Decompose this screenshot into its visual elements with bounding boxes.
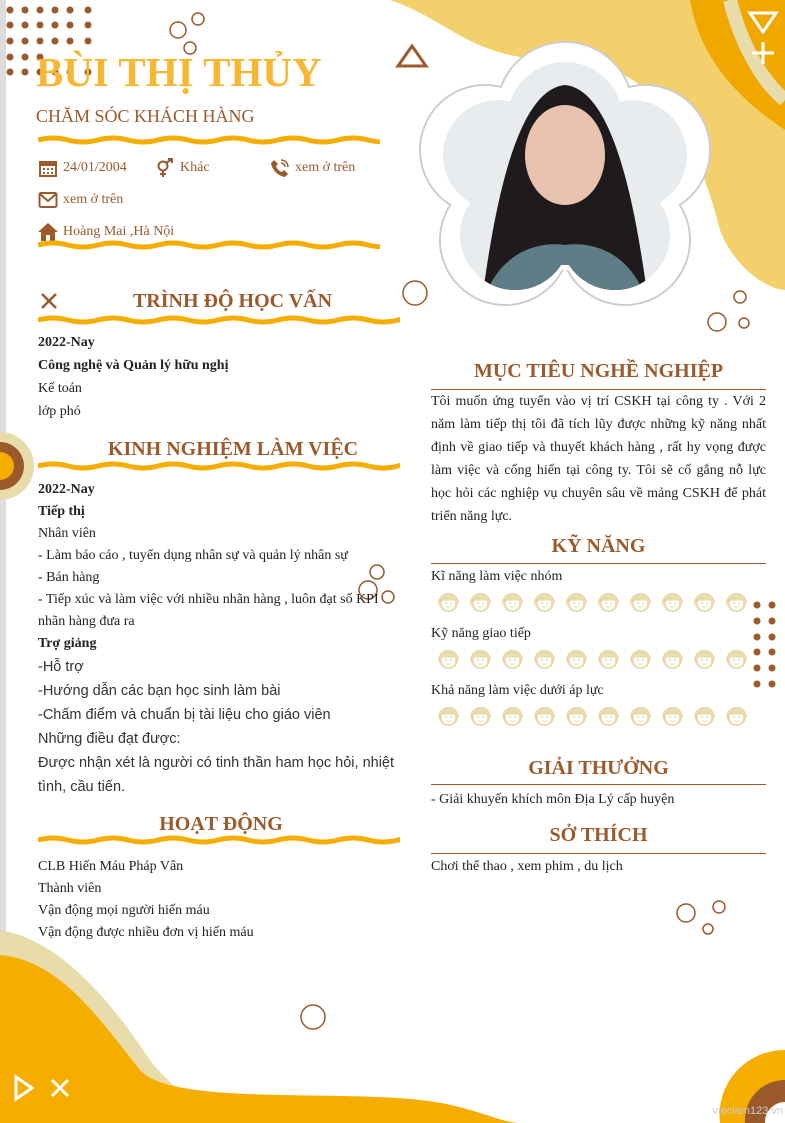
support-agent-icon (692, 590, 717, 615)
support-agent-icon (500, 704, 525, 729)
support-agent-icon (724, 590, 749, 615)
section-heading-experience: KINH NGHIỆM LÀM VIỆC (107, 438, 359, 460)
candidate-name: BÙI THỊ THỦY (36, 49, 322, 95)
support-agent-icon (564, 704, 589, 729)
support-agent-icon (468, 590, 493, 615)
job-role: Nhân viên (38, 526, 96, 541)
support-agent-icon (724, 647, 749, 672)
activity-line: CLB Hiến Máu Pháp Vân (38, 859, 184, 874)
support-agent-icon (436, 590, 461, 615)
support-agent-icon (724, 704, 749, 729)
objective-text: Tôi muốn ứng tuyển vào vị trí CSKH tại công ty . Với 2 năm làm tiếp thị tôi đã tích lũy được những kỹ năng nhất định về giao tiếp và thuyết khách hàng , rất hy vọng được làm việc và cống hiến tại công ty. Tôi sẽ cố gắng nỗ lực học hỏi các nghiệp vụ chuyên sâu về mảng CSKH để phát triển năng lực. (431, 394, 766, 524)
job-duty: -Chấm điểm và chuẩn bị tài liệu cho giáo viên (38, 707, 331, 723)
profile-photo (410, 40, 720, 315)
section-heading-activities: HOẠT ĐỘNG (159, 813, 283, 835)
education-period: 2022-Nay (38, 335, 95, 350)
email-icon (38, 190, 58, 210)
activity-line: Thành viên (38, 881, 102, 896)
wave-divider (38, 460, 400, 472)
support-agent-icon (532, 590, 557, 615)
award-item: - Giải khuyến khích môn Địa Lý cấp huyện (431, 792, 675, 807)
support-agent-icon (532, 704, 557, 729)
skill-rating (436, 590, 766, 615)
support-agent-icon (564, 590, 589, 615)
education-block (38, 332, 398, 423)
skill-item (431, 566, 766, 615)
skill-rating (436, 704, 766, 729)
support-agent-icon (468, 647, 493, 672)
wave-divider (38, 314, 400, 326)
job-duty: Được nhận xét là người có tinh thần ham học hỏi, nhiệt tình, cầu tiến. (38, 755, 395, 795)
watermark: vieclam123.vn (712, 1105, 783, 1117)
education-school: Công nghệ và Quản lý hữu nghị (38, 358, 229, 373)
support-agent-icon (660, 704, 685, 729)
address-value: Hoàng Mai ,Hà Nội (63, 224, 175, 239)
gender-icon (155, 158, 175, 178)
birthday-value: 24/01/2004 (63, 160, 127, 175)
divider (431, 784, 766, 785)
skill-label: Kỹ năng giao tiếp (431, 626, 531, 641)
birthday-field (38, 158, 127, 178)
activity-line: Vận động được nhiều đơn vị hiến máu (38, 925, 254, 940)
support-agent-icon (628, 704, 653, 729)
job-title: Tiếp thị (38, 504, 85, 519)
calendar-icon (38, 158, 58, 178)
skill-rating (436, 647, 766, 672)
activity-line: Vận động mọi người hiến máu (38, 903, 210, 918)
wave-divider (38, 133, 380, 147)
section-heading-hobbies: SỞ THÍCH (549, 824, 648, 846)
section-heading-awards: GIẢI THƯỞNG (528, 757, 669, 779)
support-agent-icon (692, 647, 717, 672)
skill-item (431, 680, 766, 729)
support-agent-icon (532, 647, 557, 672)
wave-divider (38, 238, 380, 252)
support-agent-icon (660, 590, 685, 615)
job-duty: -Hỗ trợ (38, 659, 84, 675)
support-agent-icon (596, 647, 621, 672)
support-agent-icon (564, 647, 589, 672)
wave-divider (38, 834, 400, 846)
skills-list (431, 566, 766, 737)
support-agent-icon (500, 590, 525, 615)
support-agent-icon (500, 647, 525, 672)
activities-block (38, 856, 254, 944)
support-agent-icon (436, 704, 461, 729)
phone-icon (270, 158, 290, 178)
phone-value: xem ở trên (295, 160, 356, 175)
skill-label: Kĩ năng làm việc nhóm (431, 569, 563, 584)
support-agent-icon (596, 590, 621, 615)
job-duty: - Tiếp xúc và làm việc với nhiều nhãn hàng , luôn đạt số KPI nhãn hàng đưa ra (38, 592, 379, 629)
gender-field (155, 158, 210, 178)
education-major: Kế toán (38, 381, 82, 396)
support-agent-icon (692, 704, 717, 729)
job-duty: -Hướng dẫn các bạn học sinh làm bài (38, 683, 281, 699)
email-value: xem ở trên (63, 192, 124, 207)
support-agent-icon (436, 647, 461, 672)
email-field (38, 190, 123, 210)
job-title: Trợ giảng (38, 636, 97, 651)
job-duty: - Bán hàng (38, 570, 100, 585)
skill-item (431, 623, 766, 672)
support-agent-icon (596, 704, 621, 729)
education-note: lớp phó (38, 404, 81, 419)
job-duty: - Làm báo cáo , tuyển dụng nhân sự và quản lý nhân sự (38, 548, 348, 563)
support-agent-icon (660, 647, 685, 672)
hobbies-item: Chơi thể thao , xem phim , du lịch (431, 859, 623, 874)
section-heading-skills: KỸ NĂNG (551, 535, 646, 557)
divider (431, 853, 766, 854)
gender-value: Khác (180, 160, 210, 175)
experience-block (38, 479, 404, 799)
job-title: CHĂM SÓC KHÁCH HÀNG (36, 106, 255, 126)
experience-period: 2022-Nay (38, 482, 95, 497)
close-icon (40, 292, 58, 310)
skill-label: Khả năng làm việc dưới áp lực (431, 683, 604, 698)
support-agent-icon (468, 704, 493, 729)
divider (431, 563, 766, 564)
phone-field (270, 158, 355, 178)
job-duty: Những điều đạt được: (38, 731, 181, 747)
support-agent-icon (628, 647, 653, 672)
section-heading-education: TRÌNH ĐỘ HỌC VẤN (132, 290, 333, 312)
support-agent-icon (628, 590, 653, 615)
section-heading-objective: MỤC TIÊU NGHỀ NGHIỆP (473, 360, 724, 382)
